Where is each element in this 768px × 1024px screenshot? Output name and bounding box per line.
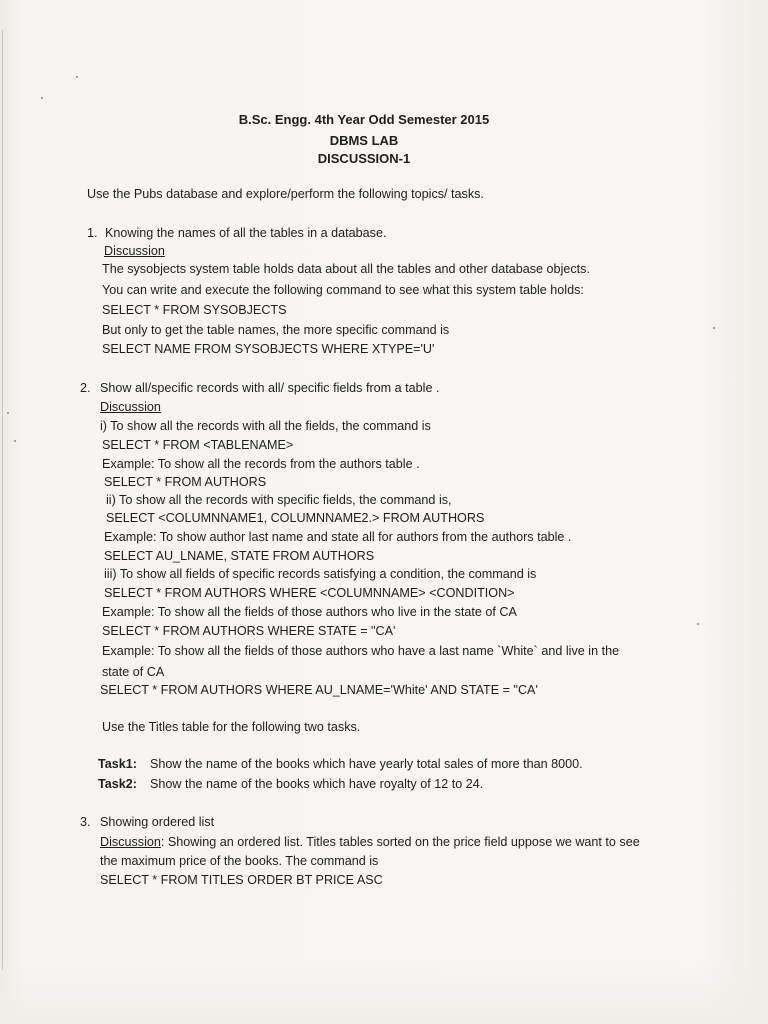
page-edge bbox=[2, 30, 3, 970]
item2-line: Example: To show author last name and state all for authors from the authors table . bbox=[104, 530, 572, 544]
item1-title: Knowing the names of all the tables in a database. bbox=[105, 226, 387, 240]
item1-line: SELECT * FROM SYSOBJECTS bbox=[102, 303, 287, 317]
item1-line: SELECT NAME FROM SYSOBJECTS WHERE XTYPE='U' bbox=[102, 342, 435, 356]
item2-line: Example: To show all the fields of those authors who live in the state of CA bbox=[102, 605, 517, 619]
item2-line: SELECT * FROM AUTHORS bbox=[104, 475, 267, 489]
scan-speck bbox=[713, 327, 715, 329]
item2-line: state of CA bbox=[102, 665, 165, 679]
header-course: DBMS LAB bbox=[329, 133, 399, 148]
item2-line: Example: To show all the records from the authors table . bbox=[102, 457, 420, 471]
item2-line: SELECT * FROM AUTHORS WHERE <COLUMNNAME> <CONDITION> bbox=[104, 586, 515, 600]
item1-discussion-label: Discussion bbox=[104, 244, 165, 258]
item3-discussion-text: : Showing an ordered list. Titles tables sorted on the price field uppose we want to see bbox=[160, 835, 640, 849]
task1-label: Task1: bbox=[98, 757, 137, 771]
item3-discussion-line bbox=[100, 834, 640, 850]
item2-line: SELECT * FROM <TABLENAME> bbox=[102, 438, 294, 452]
item2-line: Example: To show all the fields of those authors who have a last name `White` and live in the bbox=[102, 644, 620, 658]
scan-speck bbox=[697, 623, 699, 625]
item2-line: iii) To show all fields of specific records satisfying a condition, the command is bbox=[104, 567, 537, 581]
item1-line: You can write and execute the following command to see what this system table holds: bbox=[102, 283, 584, 297]
scan-speck bbox=[7, 412, 9, 414]
item2-discussion-label: Discussion bbox=[100, 400, 161, 414]
item2-line: SELECT <COLUMNNAME1, COLUMNNAME2.> FROM AUTHORS bbox=[106, 511, 485, 525]
item3-line: SELECT * FROM TITLES ORDER BT PRICE ASC bbox=[100, 873, 383, 887]
task2-label: Task2: bbox=[98, 777, 137, 791]
page-bottom-shade bbox=[0, 960, 768, 1024]
item3-discussion-label: Discussion bbox=[100, 835, 161, 849]
header-title: B.Sc. Engg. 4th Year Odd Semester 2015 bbox=[238, 112, 490, 127]
titles-note: Use the Titles table for the following two tasks. bbox=[102, 720, 361, 734]
item2-line: ii) To show all the records with specific fields, the command is, bbox=[106, 493, 452, 507]
intro-text: Use the Pubs database and explore/perform the following topics/ tasks. bbox=[87, 187, 484, 201]
task1-text: Show the name of the books which have yearly total sales of more than 8000. bbox=[150, 757, 583, 771]
scan-speck bbox=[41, 97, 43, 99]
item2-title: Show all/specific records with all/ specific fields from a table . bbox=[100, 381, 440, 395]
item3-number: 3. bbox=[80, 815, 91, 829]
item1-line: The sysobjects system table holds data about all the tables and other database objects. bbox=[102, 262, 590, 276]
item2-line: SELECT * FROM AUTHORS WHERE STATE = "CA' bbox=[102, 624, 396, 638]
item2-line: i) To show all the records with all the fields, the command is bbox=[100, 419, 431, 433]
item3-line: the maximum price of the books. The command is bbox=[100, 854, 379, 868]
scan-speck bbox=[76, 76, 78, 78]
header-discussion: DISCUSSION-1 bbox=[317, 151, 411, 166]
scan-speck bbox=[14, 440, 16, 442]
item2-number: 2. bbox=[80, 381, 91, 395]
item1-line: But only to get the table names, the more specific command is bbox=[102, 323, 450, 337]
item2-line: SELECT * FROM AUTHORS WHERE AU_LNAME='White' AND STATE = "CA' bbox=[100, 683, 538, 697]
item3-title: Showing ordered list bbox=[100, 815, 215, 829]
task2-text: Show the name of the books which have royalty of 12 to 24. bbox=[150, 777, 484, 791]
item1-number: 1. bbox=[87, 226, 98, 240]
item2-line: SELECT AU_LNAME, STATE FROM AUTHORS bbox=[104, 549, 375, 563]
